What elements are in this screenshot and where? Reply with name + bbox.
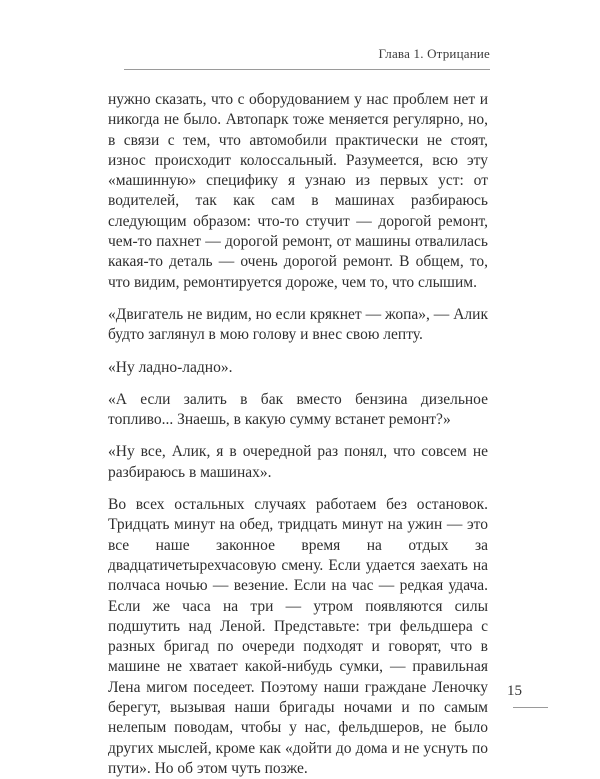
paragraph-dialogue-3: «А если залить в бак вместо бензина дизельное топливо... Знаешь, в какую сумму встанет ремонт?» xyxy=(108,390,488,429)
paragraph-dialogue-2: «Ну ладно-ладно». xyxy=(108,358,233,376)
paragraph-main: Во всех остальных случаях работаем без остановок. Тридцать минут на обед, тридцать минут на ужин — это все наше законное время на отдых за двадцатичетырехчасовую смену. Если удается заехать на полчаса ночью — везение. Если на час — редкая удача. Если же часа на три — утром появляются силы подшутить над Леной. Представьте: три фельдшера с разных бригад по очереди подходят и говорят, что в машине не хватает какой-нибудь сумки, — правильная Лена мигом поседеет. Поэтому наши граждане Леночку берегут, вызывая наши бригады ночами и по самым нелепым поводам, чтобы у нас, фельдшеров, не было других мыслей, кроме как «дойти до дома и не уснуть по пути». Но об этом чуть позже. xyxy=(108,496,488,777)
paragraph-continuation: нужно сказать, что с оборудованием у нас проблем нет и никогда не было. Автопарк тоже меняется регулярно, но, в связи с тем, что автомобили практически не стоят, износ происходит колоссальный. Разумеется, всю эту «машинную» специфику я узнаю из первых уст: от водителей, так как сам в машинах разбираюсь следующим образом: что-то стучит — дорогой ремонт, чем-то пахнет — дорогой ремонт, от машины отвалилась какая-то деталь — очень дорогой ремонт. В общем, то, что видим, ремонтируется дороже, чем то, что слышим. xyxy=(108,91,488,291)
body-text xyxy=(108,90,488,779)
page-number: 15 xyxy=(507,683,522,699)
header-rule xyxy=(124,69,490,70)
running-header: Глава 1. Отрицание xyxy=(378,46,490,61)
paragraph-dialogue-4: «Ну все, Алик, я в очередной раз понял, что совсем не разбираюсь в машинах». xyxy=(108,443,488,481)
paragraph-dialogue-1: «Двигатель не видим, но если крякнет — жопа», — Алик будто заглянул в мою голову и внес свою лепту. xyxy=(108,305,488,344)
footer-rule xyxy=(513,707,548,708)
